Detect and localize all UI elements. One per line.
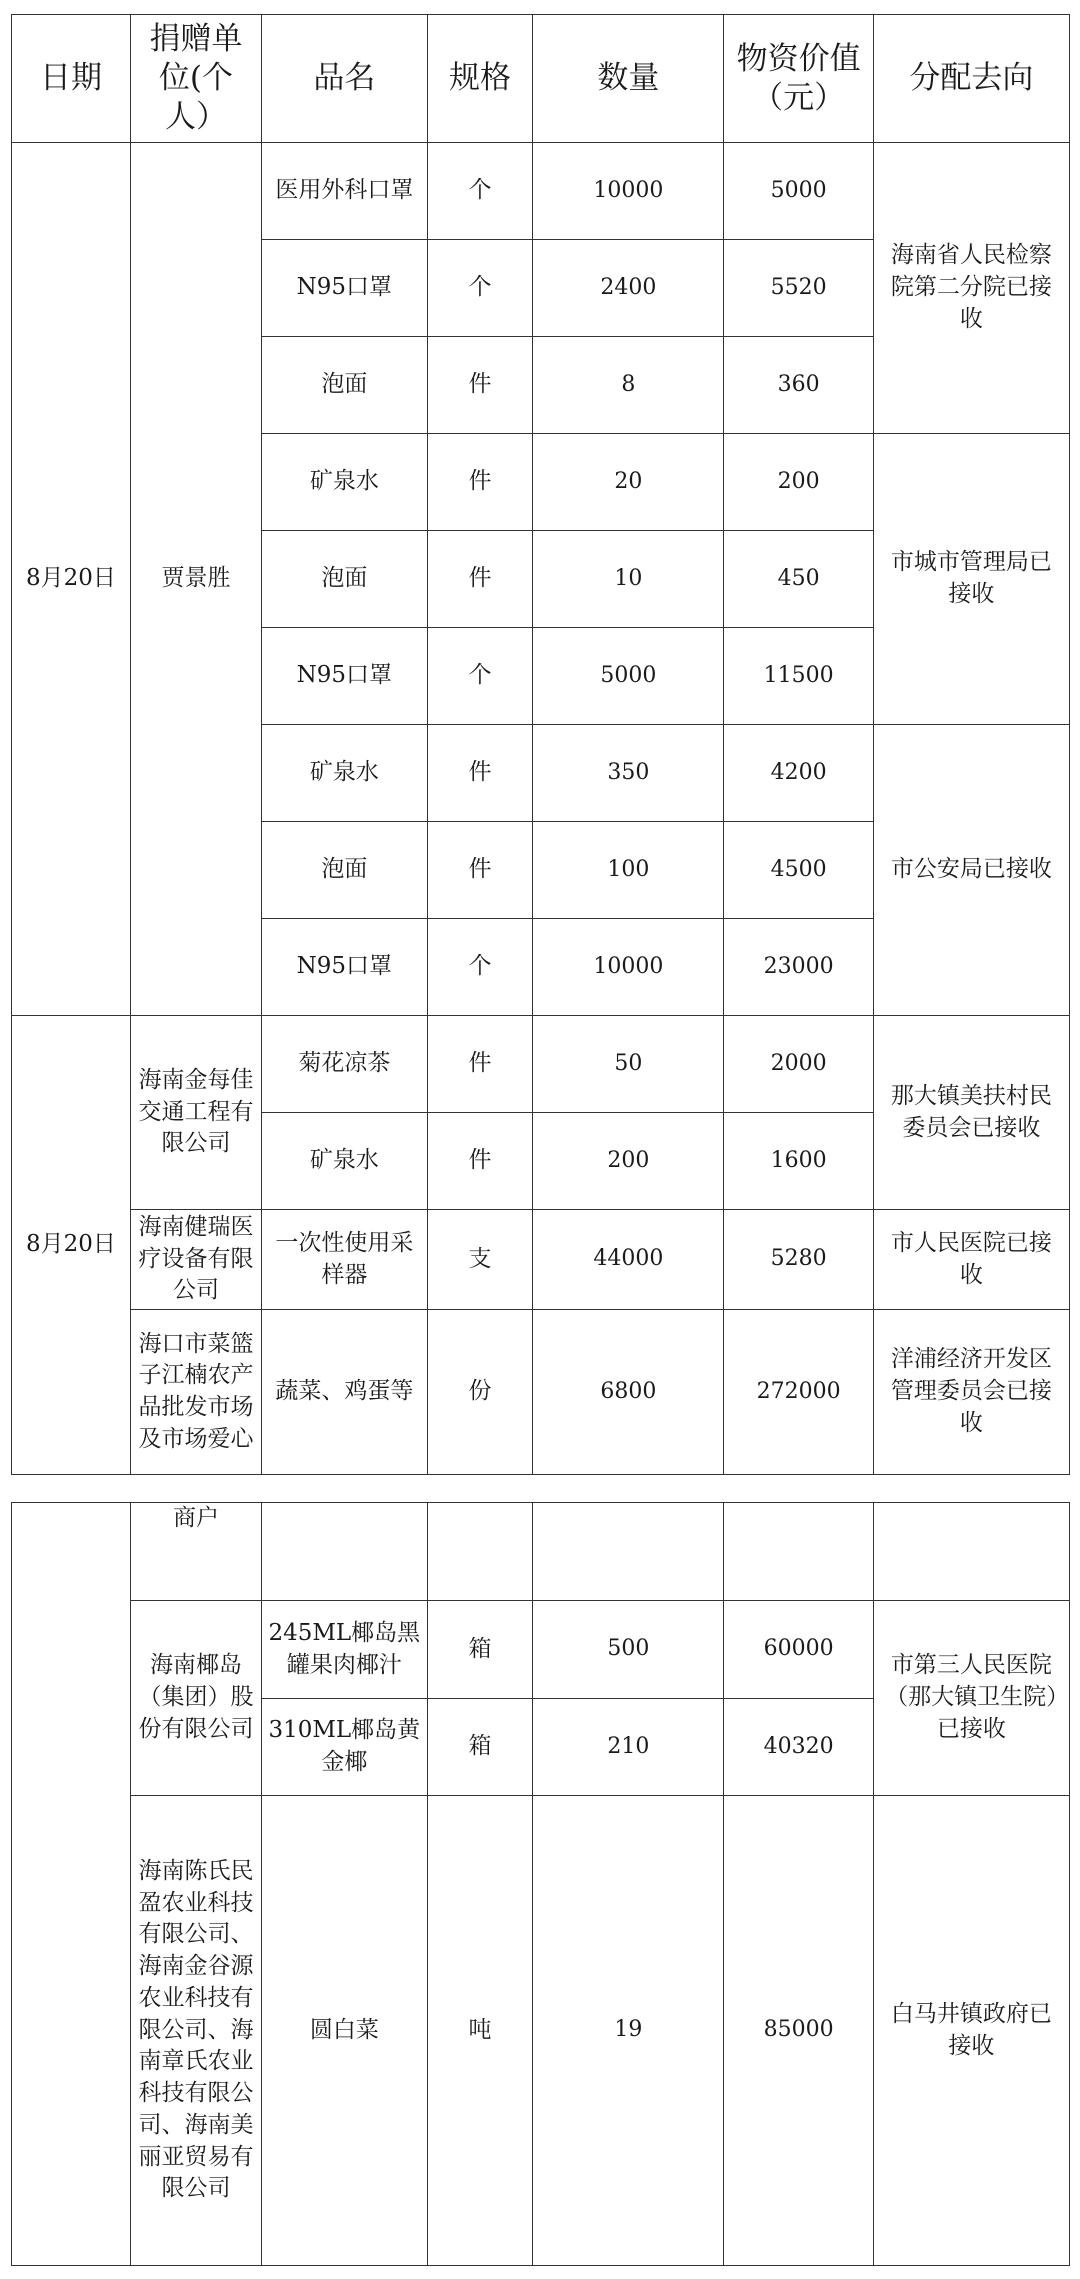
donation-table-part-2 <box>11 1502 1070 2266</box>
spec-cell: 个 <box>427 240 533 337</box>
header-date: 日期 <box>12 15 131 143</box>
value-cell: 1600 <box>724 1113 873 1210</box>
qty-cell: 10 <box>533 531 724 628</box>
item-cell: 泡面 <box>262 531 428 628</box>
qty-cell: 20 <box>533 434 724 531</box>
qty-cell: 5000 <box>533 628 724 725</box>
value-cell: 272000 <box>724 1310 873 1475</box>
spec-cell: 份 <box>427 1310 533 1475</box>
value-cell: 60000 <box>724 1601 873 1699</box>
item-cell: 245ML椰岛黑罐果肉椰汁 <box>262 1601 428 1699</box>
item-cell: 蔬菜、鸡蛋等 <box>262 1310 428 1475</box>
spec-cell: 箱 <box>427 1601 533 1699</box>
value-cell: 85000 <box>724 1796 873 2266</box>
qty-cell: 19 <box>533 1796 724 2266</box>
donor-cell: 海口市菜篮子江楠农产品批发市场及市场爱心 <box>130 1310 261 1475</box>
spec-cell: 件 <box>427 531 533 628</box>
header-item: 品名 <box>262 15 428 143</box>
table-row <box>12 1310 1070 1475</box>
qty-cell: 10000 <box>533 919 724 1016</box>
table-row <box>12 1796 1070 2266</box>
item-cell <box>262 1503 428 1601</box>
dest-cell: 市城市管理局已接收 <box>873 434 1069 725</box>
qty-cell: 100 <box>533 822 724 919</box>
qty-cell: 50 <box>533 1016 724 1113</box>
header-qty: 数量 <box>533 15 724 143</box>
item-cell: N95口罩 <box>262 240 428 337</box>
value-cell: 4500 <box>724 822 873 919</box>
table-row <box>12 1016 1070 1113</box>
date-cell <box>12 1503 131 2266</box>
table-row <box>12 143 1070 240</box>
qty-cell: 210 <box>533 1699 724 1796</box>
qty-cell <box>533 1503 724 1601</box>
dest-cell: 市第三人民医院（那大镇卫生院）已接收 <box>873 1601 1069 1796</box>
item-cell: 矿泉水 <box>262 725 428 822</box>
header-value: 物资价值（元） <box>724 15 873 143</box>
spec-cell: 件 <box>427 1113 533 1210</box>
table-row <box>12 1210 1070 1310</box>
value-cell <box>724 1503 873 1601</box>
value-cell: 23000 <box>724 919 873 1016</box>
donation-table-part-1 <box>11 14 1070 1475</box>
spec-cell: 件 <box>427 1016 533 1113</box>
item-cell: N95口罩 <box>262 628 428 725</box>
qty-cell: 10000 <box>533 143 724 240</box>
header-spec: 规格 <box>427 15 533 143</box>
item-cell: 菊花凉茶 <box>262 1016 428 1113</box>
item-cell: 泡面 <box>262 822 428 919</box>
table-row <box>12 1503 1070 1601</box>
spec-cell: 件 <box>427 337 533 434</box>
qty-cell: 200 <box>533 1113 724 1210</box>
spec-cell: 个 <box>427 628 533 725</box>
dest-cell: 那大镇美扶村民委员会已接收 <box>873 1016 1069 1210</box>
date-cell: 8月20日 <box>12 1016 131 1475</box>
donor-cell: 海南陈氏民盈农业科技有限公司、海南金谷源农业科技有限公司、海南章氏农业科技有限公司、海南美丽亚贸易有限公司 <box>130 1796 261 2266</box>
value-cell: 450 <box>724 531 873 628</box>
qty-cell: 8 <box>533 337 724 434</box>
donor-cell: 海南椰岛（集团）股份有限公司 <box>130 1601 261 1796</box>
dest-cell: 白马井镇政府已接收 <box>873 1796 1069 2266</box>
date-cell: 8月20日 <box>12 143 131 1016</box>
spec-cell: 吨 <box>427 1796 533 2266</box>
donor-cell: 海南健瑞医疗设备有限公司 <box>130 1210 261 1310</box>
value-cell: 11500 <box>724 628 873 725</box>
value-cell: 5520 <box>724 240 873 337</box>
qty-cell: 350 <box>533 725 724 822</box>
spec-cell: 件 <box>427 725 533 822</box>
donor-cell: 贾景胜 <box>130 143 261 1016</box>
table-row <box>12 1601 1070 1699</box>
value-cell: 360 <box>724 337 873 434</box>
donor-cell: 商户 <box>130 1503 261 1601</box>
dest-cell: 海南省人民检察院第二分院已接收 <box>873 143 1069 434</box>
item-cell: 泡面 <box>262 337 428 434</box>
spec-cell: 个 <box>427 919 533 1016</box>
qty-cell: 2400 <box>533 240 724 337</box>
header-dest: 分配去向 <box>873 15 1069 143</box>
spec-cell: 件 <box>427 434 533 531</box>
value-cell: 5280 <box>724 1210 873 1310</box>
item-cell: 矿泉水 <box>262 434 428 531</box>
value-cell: 40320 <box>724 1699 873 1796</box>
header-donor: 捐赠单位(个人） <box>130 15 261 143</box>
value-cell: 5000 <box>724 143 873 240</box>
spec-cell: 个 <box>427 143 533 240</box>
qty-cell: 500 <box>533 1601 724 1699</box>
dest-cell: 洋浦经济开发区管理委员会已接收 <box>873 1310 1069 1475</box>
dest-cell: 市公安局已接收 <box>873 725 1069 1016</box>
item-cell: 圆白菜 <box>262 1796 428 2266</box>
header-row <box>12 15 1070 143</box>
qty-cell: 44000 <box>533 1210 724 1310</box>
item-cell: 310ML椰岛黄金椰 <box>262 1699 428 1796</box>
qty-cell: 6800 <box>533 1310 724 1475</box>
spec-cell <box>427 1503 533 1601</box>
spec-cell: 支 <box>427 1210 533 1310</box>
spec-cell: 箱 <box>427 1699 533 1796</box>
spec-cell: 件 <box>427 822 533 919</box>
item-cell: N95口罩 <box>262 919 428 1016</box>
item-cell: 一次性使用采样器 <box>262 1210 428 1310</box>
item-cell: 矿泉水 <box>262 1113 428 1210</box>
dest-cell: 市人民医院已接收 <box>873 1210 1069 1310</box>
dest-cell <box>873 1503 1069 1601</box>
value-cell: 4200 <box>724 725 873 822</box>
item-cell: 医用外科口罩 <box>262 143 428 240</box>
value-cell: 2000 <box>724 1016 873 1113</box>
donor-cell: 海南金每佳交通工程有限公司 <box>130 1016 261 1210</box>
value-cell: 200 <box>724 434 873 531</box>
